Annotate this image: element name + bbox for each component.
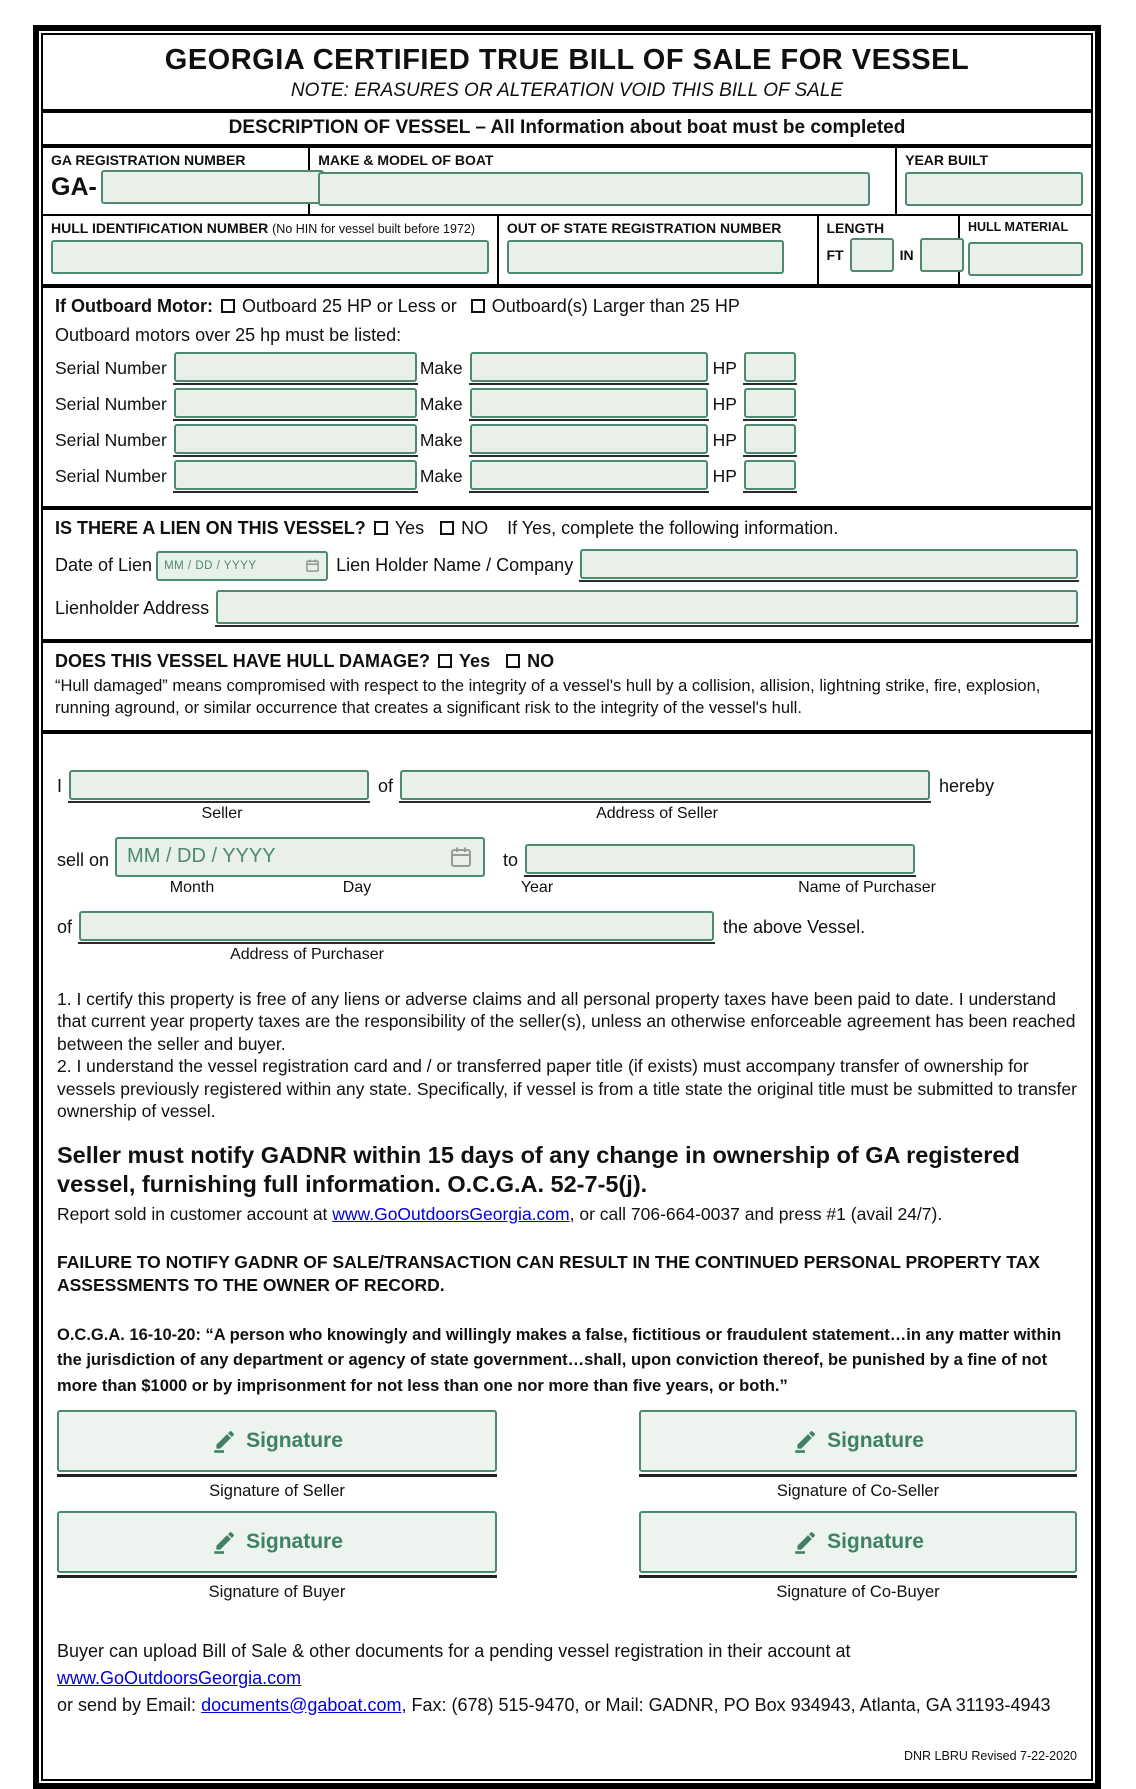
hp-input-4[interactable] bbox=[744, 460, 796, 490]
of-word: of bbox=[378, 775, 394, 796]
seller-signature-cell bbox=[57, 1410, 497, 1501]
serial-number-input-3[interactable] bbox=[174, 424, 417, 454]
signature-button-label: Signature bbox=[827, 1529, 924, 1553]
length-label: LENGTH bbox=[826, 220, 885, 236]
sale-body-section bbox=[43, 734, 1091, 1779]
lien-holder-label: Lien Holder Name / Company bbox=[336, 555, 574, 575]
ga-registration-cell bbox=[43, 148, 310, 214]
co-seller-signature-button[interactable] bbox=[639, 1410, 1077, 1472]
length-in-label: IN bbox=[899, 247, 914, 263]
hull-damage-definition: “Hull damaged” means compromised with respect to the integrity of a vessel's hull by a collision, allision, lightning strike, fire, explosion, running aground, or similar occurrence that creates a significant risk to the integrity of the vessel's hull. bbox=[55, 677, 1041, 717]
lien-yes-checkbox[interactable] bbox=[374, 521, 388, 535]
outboard-25hp-or-less-checkbox[interactable] bbox=[221, 299, 235, 313]
bill-of-sale-form bbox=[33, 25, 1101, 1789]
description-grid bbox=[43, 148, 1091, 288]
hereby-word: hereby bbox=[939, 775, 995, 796]
co-buyer-signature-cell bbox=[639, 1511, 1077, 1602]
co-seller-signature-cell bbox=[639, 1410, 1077, 1501]
certification-item-1: 1. I certify this property is free of any liens or adverse claims and all personal property taxes have been paid to date. I understand that current year property taxes are the responsibility of the seller(s), unless an otherwise enforceable agreement has been reached between the seller and buyer. bbox=[57, 988, 1076, 1054]
serial-number-label: Serial Number bbox=[55, 430, 167, 450]
description-section-header: DESCRIPTION OF VESSEL – All Information about boat must be completed bbox=[43, 113, 1091, 148]
outboard-motor-row bbox=[55, 352, 1079, 385]
purchaser-name-input[interactable] bbox=[525, 844, 915, 874]
lien-no-checkbox[interactable] bbox=[440, 521, 454, 535]
hp-input-3[interactable] bbox=[744, 424, 796, 454]
above-vessel-text: the above Vessel. bbox=[723, 916, 866, 937]
certification-item-2: 2. I understand the vessel registration card and / or transferred paper title (if exists) must accompany transfer of ownership for vessels previously registered within any state. Specifically, if vessel is from a title state the original title must be submitted to transfer ownership of vessel. bbox=[57, 1056, 1077, 1122]
out-of-state-input[interactable] bbox=[507, 240, 784, 274]
hull-damage-yes-label: Yes bbox=[459, 651, 491, 671]
signature-button-label: Signature bbox=[246, 1428, 343, 1452]
form-note: NOTE: ERASURES OR ALTERATION VOID THIS BILL OF SALE bbox=[290, 80, 844, 101]
pen-icon bbox=[792, 1529, 818, 1555]
motor-make-input-1[interactable] bbox=[470, 352, 708, 382]
serial-number-input-2[interactable] bbox=[174, 388, 417, 418]
outboard-larger-25hp-checkbox[interactable] bbox=[471, 299, 485, 313]
revision-stamp: DNR LBRU Revised 7-22-2020 bbox=[904, 1748, 1077, 1763]
make-model-cell bbox=[310, 148, 897, 214]
signature-of-co-seller-label: Signature of Co-Seller bbox=[776, 1481, 940, 1500]
signature-of-buyer-label: Signature of Buyer bbox=[208, 1582, 346, 1601]
make-label: Make bbox=[419, 358, 463, 378]
footer-instructions bbox=[57, 1638, 1077, 1719]
hin-label: HULL IDENTIFICATION NUMBER bbox=[51, 220, 269, 236]
signature-button-label: Signature bbox=[246, 1529, 343, 1553]
make-label: Make bbox=[419, 430, 463, 450]
serial-number-input-4[interactable] bbox=[174, 460, 417, 490]
ocga-statement: O.C.G.A. 16-10-20: “A person who knowingly and willingly makes a false, fictitious or fraudulent statement…in any matter within the jurisdiction of any department or agency of state government…shall, upon conviction thereof, be punished by a fine of not more than $1000 or by imprisonment for not less than one nor more than five years, or both.” bbox=[57, 1325, 1062, 1395]
footer-line2-text: or send by Email: bbox=[57, 1694, 202, 1715]
lien-section bbox=[43, 510, 1091, 643]
date-of-lien-placeholder: MM / DD / YYYY bbox=[164, 559, 257, 572]
outboard-25hp-or-less-label: Outboard 25 HP or Less or bbox=[241, 296, 457, 316]
day-label: Day bbox=[342, 878, 372, 896]
calendar-icon bbox=[449, 845, 473, 869]
ga-registration-label: GA REGISTRATION NUMBER bbox=[51, 152, 246, 168]
seller-address-input[interactable] bbox=[400, 770, 930, 800]
out-of-state-cell bbox=[499, 216, 819, 284]
make-model-label: MAKE & MODEL OF BOAT bbox=[318, 152, 494, 168]
outboard-note: Outboard motors over 25 hp must be listed: bbox=[55, 325, 402, 345]
sell-on-word: sell on bbox=[57, 849, 110, 870]
hp-label: HP bbox=[712, 466, 737, 486]
calendar-icon bbox=[305, 558, 320, 573]
serial-number-label: Serial Number bbox=[55, 466, 167, 486]
hull-damage-yes-checkbox[interactable] bbox=[438, 654, 452, 668]
to-word: to bbox=[503, 849, 519, 870]
year-built-input[interactable] bbox=[905, 172, 1083, 206]
outboard-section bbox=[43, 288, 1091, 510]
date-of-lien-label: Date of Lien bbox=[55, 555, 153, 575]
hp-input-2[interactable] bbox=[744, 388, 796, 418]
hp-input-1[interactable] bbox=[744, 352, 796, 382]
length-ft-label: FT bbox=[826, 247, 844, 263]
co-buyer-signature-button[interactable] bbox=[639, 1511, 1077, 1573]
length-in-input[interactable] bbox=[920, 238, 964, 272]
motor-make-input-2[interactable] bbox=[470, 388, 708, 418]
year-built-label: YEAR BUILT bbox=[905, 152, 989, 168]
hp-label: HP bbox=[712, 358, 737, 378]
month-label: Month bbox=[169, 878, 215, 896]
hull-damage-no-label: NO bbox=[527, 651, 555, 671]
lien-yes-label: Yes bbox=[394, 518, 425, 538]
purchaser-address-label: Address of Purchaser bbox=[230, 945, 384, 963]
outboard-motor-row bbox=[55, 424, 1079, 457]
seller-name-input[interactable] bbox=[69, 770, 369, 800]
length-ft-input[interactable] bbox=[850, 238, 894, 272]
make-label: Make bbox=[419, 394, 463, 414]
lien-holder-input[interactable] bbox=[580, 549, 1078, 579]
pen-icon bbox=[792, 1428, 818, 1454]
make-model-input[interactable] bbox=[318, 172, 870, 206]
sale-date-input[interactable] bbox=[115, 837, 485, 877]
hull-material-input[interactable] bbox=[968, 242, 1083, 276]
gooutdoors-link[interactable]: www.GoOutdoorsGeorgia.com bbox=[332, 1203, 570, 1224]
form-header bbox=[43, 35, 1091, 113]
serial-number-label: Serial Number bbox=[55, 358, 167, 378]
year-label: Year bbox=[520, 878, 554, 896]
serial-number-label: Serial Number bbox=[55, 394, 167, 414]
report-pre-text: Report sold in customer account at bbox=[57, 1203, 333, 1224]
email-link[interactable]: documents@gaboat.com bbox=[201, 1694, 402, 1715]
pen-icon bbox=[211, 1529, 237, 1555]
ga-registration-input[interactable] bbox=[101, 170, 324, 204]
purchaser-address-input[interactable] bbox=[79, 911, 714, 941]
footer-line1-text: Buyer can upload Bill of Sale & other documents for a pending vessel registration in their account at bbox=[57, 1640, 851, 1661]
notify-heading: Seller must notify GADNR within 15 days of any change in ownership of GA registered vessel, furnishing full information. O.C.G.A. 52-7-5(j). bbox=[57, 1141, 1020, 1198]
hull-damage-no-checkbox[interactable] bbox=[506, 654, 520, 668]
signature-of-co-buyer-label: Signature of Co-Buyer bbox=[776, 1582, 940, 1601]
hull-material-label: HULL MATERIAL bbox=[967, 220, 1069, 234]
buyer-signature-button[interactable] bbox=[57, 1511, 497, 1573]
outboard-motor-row bbox=[55, 388, 1079, 421]
lien-instruction: If Yes, complete the following information. bbox=[507, 518, 839, 538]
seller-label: Seller bbox=[201, 804, 243, 822]
form-title: GEORGIA CERTIFIED TRUE BILL OF SALE FOR VESSEL bbox=[164, 44, 970, 76]
signature-of-seller-label: Signature of Seller bbox=[209, 1481, 345, 1500]
signature-button-label: Signature bbox=[827, 1428, 924, 1452]
out-of-state-label: OUT OF STATE REGISTRATION NUMBER bbox=[506, 220, 782, 236]
lienholder-address-label: Lienholder Address bbox=[55, 598, 210, 618]
buyer-signature-cell bbox=[57, 1511, 497, 1602]
year-built-cell bbox=[897, 148, 1091, 214]
length-cell bbox=[819, 216, 960, 284]
hp-label: HP bbox=[712, 394, 737, 414]
sale-date-placeholder: MM / DD / YYYY bbox=[127, 845, 276, 868]
lienholder-address-input[interactable] bbox=[216, 590, 1078, 624]
outboard-motor-row bbox=[55, 460, 1079, 493]
hin-input[interactable] bbox=[51, 240, 489, 274]
footer-line2-post-text: , Fax: (678) 515-9470, or Mail: GADNR, PO Box 934943, Atlanta, GA 31193-4943 bbox=[401, 1694, 1051, 1715]
hin-note: (No HIN for vessel built before 1972) bbox=[272, 222, 476, 236]
hp-label: HP bbox=[712, 430, 737, 450]
gooutdoors-link-footer[interactable]: www.GoOutdoorsGeorgia.com bbox=[57, 1667, 302, 1688]
outboard-larger-25hp-label: Outboard(s) Larger than 25 HP bbox=[491, 296, 740, 316]
report-line bbox=[57, 1204, 1077, 1225]
i-word: I bbox=[57, 775, 63, 796]
hull-material-cell bbox=[960, 216, 1091, 284]
seller-address-label: Address of Seller bbox=[596, 804, 718, 822]
failure-notice: FAILURE TO NOTIFY GADNR OF SALE/TRANSACTION CAN RESULT IN THE CONTINUED PERSONAL PROPERTY TAX ASSESSMENTS TO THE OWNER OF RECORD. bbox=[57, 1251, 1040, 1295]
of2-word: of bbox=[57, 916, 73, 937]
ga-prefix: GA- bbox=[51, 172, 97, 201]
motor-make-input-4[interactable] bbox=[470, 460, 708, 490]
outboard-prefix: If Outboard Motor: bbox=[55, 296, 213, 316]
lien-no-label: NO bbox=[461, 518, 489, 538]
make-label: Make bbox=[419, 466, 463, 486]
report-post-text: , or call 706-664-0037 and press #1 (avail 24/7). bbox=[569, 1203, 943, 1224]
signature-area bbox=[57, 1410, 1077, 1612]
date-of-lien-input[interactable] bbox=[156, 551, 328, 581]
hull-damage-section bbox=[43, 643, 1091, 734]
hin-cell bbox=[43, 216, 499, 284]
motor-make-input-3[interactable] bbox=[470, 424, 708, 454]
purchaser-label: Name of Purchaser bbox=[798, 878, 936, 896]
serial-number-input-1[interactable] bbox=[174, 352, 417, 382]
lien-question: IS THERE A LIEN ON THIS VESSEL? bbox=[55, 518, 366, 538]
pen-icon bbox=[211, 1428, 237, 1454]
hull-damage-question: DOES THIS VESSEL HAVE HULL DAMAGE? bbox=[55, 651, 431, 671]
seller-signature-button[interactable] bbox=[57, 1410, 497, 1472]
